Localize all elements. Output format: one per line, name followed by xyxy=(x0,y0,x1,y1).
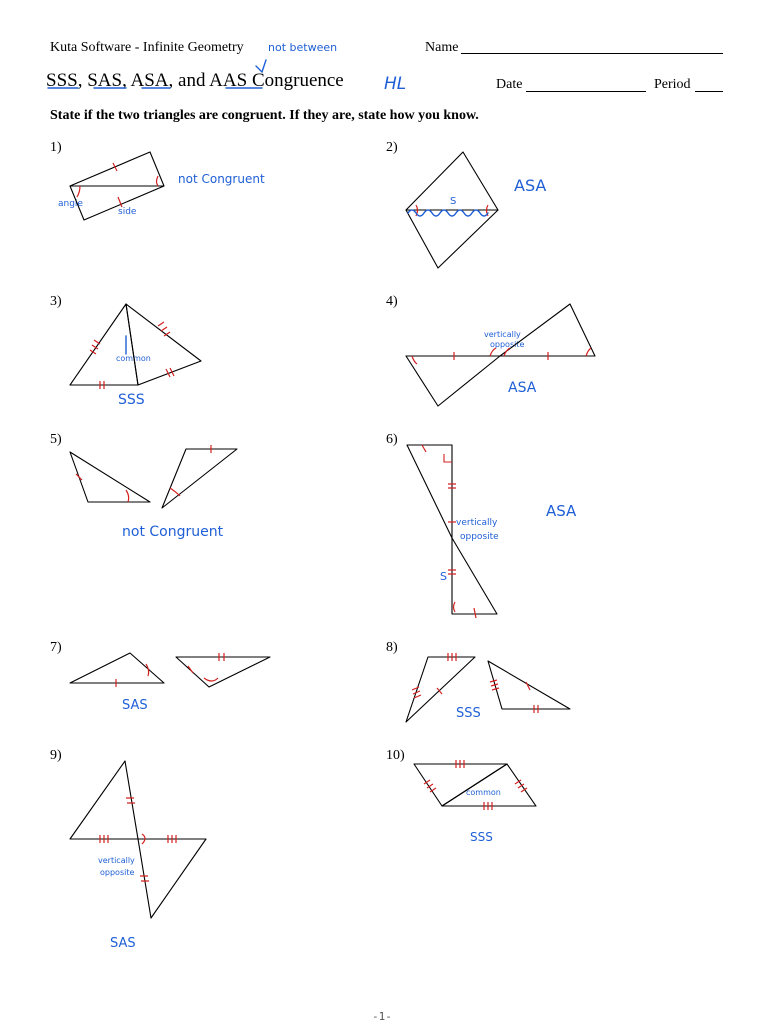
triangle-5a xyxy=(70,452,150,502)
note-10-common: common xyxy=(466,788,501,797)
triangle-2a xyxy=(406,152,498,210)
note-2-s: S xyxy=(450,196,457,207)
title-separator: , xyxy=(77,70,88,91)
date-label: Date xyxy=(496,77,523,92)
triangle-9b xyxy=(138,839,206,918)
triangle-10a xyxy=(414,764,507,806)
period-label: Period xyxy=(654,77,691,92)
note-6-s: S xyxy=(440,570,447,583)
page-number: -1- xyxy=(372,1010,392,1023)
question-number: 2) xyxy=(386,140,398,155)
title-separator: , and xyxy=(168,70,210,91)
triangle-8b xyxy=(488,661,570,709)
question-number: 6) xyxy=(386,432,398,447)
title-sss: SSS xyxy=(46,70,78,91)
answer-6: ASA xyxy=(546,502,577,520)
triangle-7a xyxy=(70,653,164,683)
answer-9: SAS xyxy=(110,936,136,951)
title-sas: SAS xyxy=(87,70,123,91)
question-number: 4) xyxy=(386,294,398,309)
note-4-vertically: vertically xyxy=(484,330,521,339)
name-label: Name xyxy=(425,40,459,55)
triangle-1b xyxy=(70,186,164,220)
note-6-vertically: vertically xyxy=(456,518,498,528)
note-4-opposite: opposite xyxy=(490,340,525,349)
title-asa: ASA xyxy=(130,70,169,91)
title-separator: , xyxy=(122,70,131,91)
question-number: 7) xyxy=(50,640,62,655)
answer-2: ASA xyxy=(514,176,547,195)
triangle-4b xyxy=(500,304,595,356)
question-number: 5) xyxy=(50,432,62,447)
triangle-2b xyxy=(406,210,498,268)
answer-8: SSS xyxy=(456,706,481,721)
title-aas: AAS xyxy=(209,70,248,91)
answer-7: SAS xyxy=(122,698,148,713)
question-number: 8) xyxy=(386,640,398,655)
triangle-8a xyxy=(406,657,475,722)
note-hl: HL xyxy=(384,74,407,94)
question-number: 1) xyxy=(50,140,62,155)
triangle-6b xyxy=(452,538,497,614)
note-6-opposite: opposite xyxy=(460,532,499,542)
triangle-1a xyxy=(70,152,164,186)
triangle-6a xyxy=(407,445,452,538)
triangle-4a xyxy=(406,356,500,406)
question-number: 9) xyxy=(50,748,62,763)
worksheet-source: Kuta Software - Infinite Geometry xyxy=(50,40,244,55)
note-9-opposite: opposite xyxy=(100,868,135,877)
triangle-3b xyxy=(126,304,201,385)
note-1-angle: angle xyxy=(58,199,83,209)
question-number: 3) xyxy=(50,294,62,309)
instructions: State if the two triangles are congruent. If they are, state how you know. xyxy=(50,108,479,123)
triangle-7b xyxy=(176,657,270,687)
answer-1: not Congruent xyxy=(178,172,265,186)
triangle-5b xyxy=(162,449,237,508)
answer-10: SSS xyxy=(470,830,493,844)
question-number: 10) xyxy=(386,748,405,763)
note-not-between: not between xyxy=(268,41,338,54)
note-1-side: side xyxy=(118,207,137,217)
answer-4: ASA xyxy=(508,380,537,396)
note-3-common: common xyxy=(116,354,151,363)
title-congruence: Congruence xyxy=(247,70,344,91)
triangle-9a xyxy=(70,761,138,839)
answer-3: SSS xyxy=(118,392,145,408)
answer-5: not Congruent xyxy=(122,524,224,540)
note-9-vertically: vertically xyxy=(98,856,135,865)
